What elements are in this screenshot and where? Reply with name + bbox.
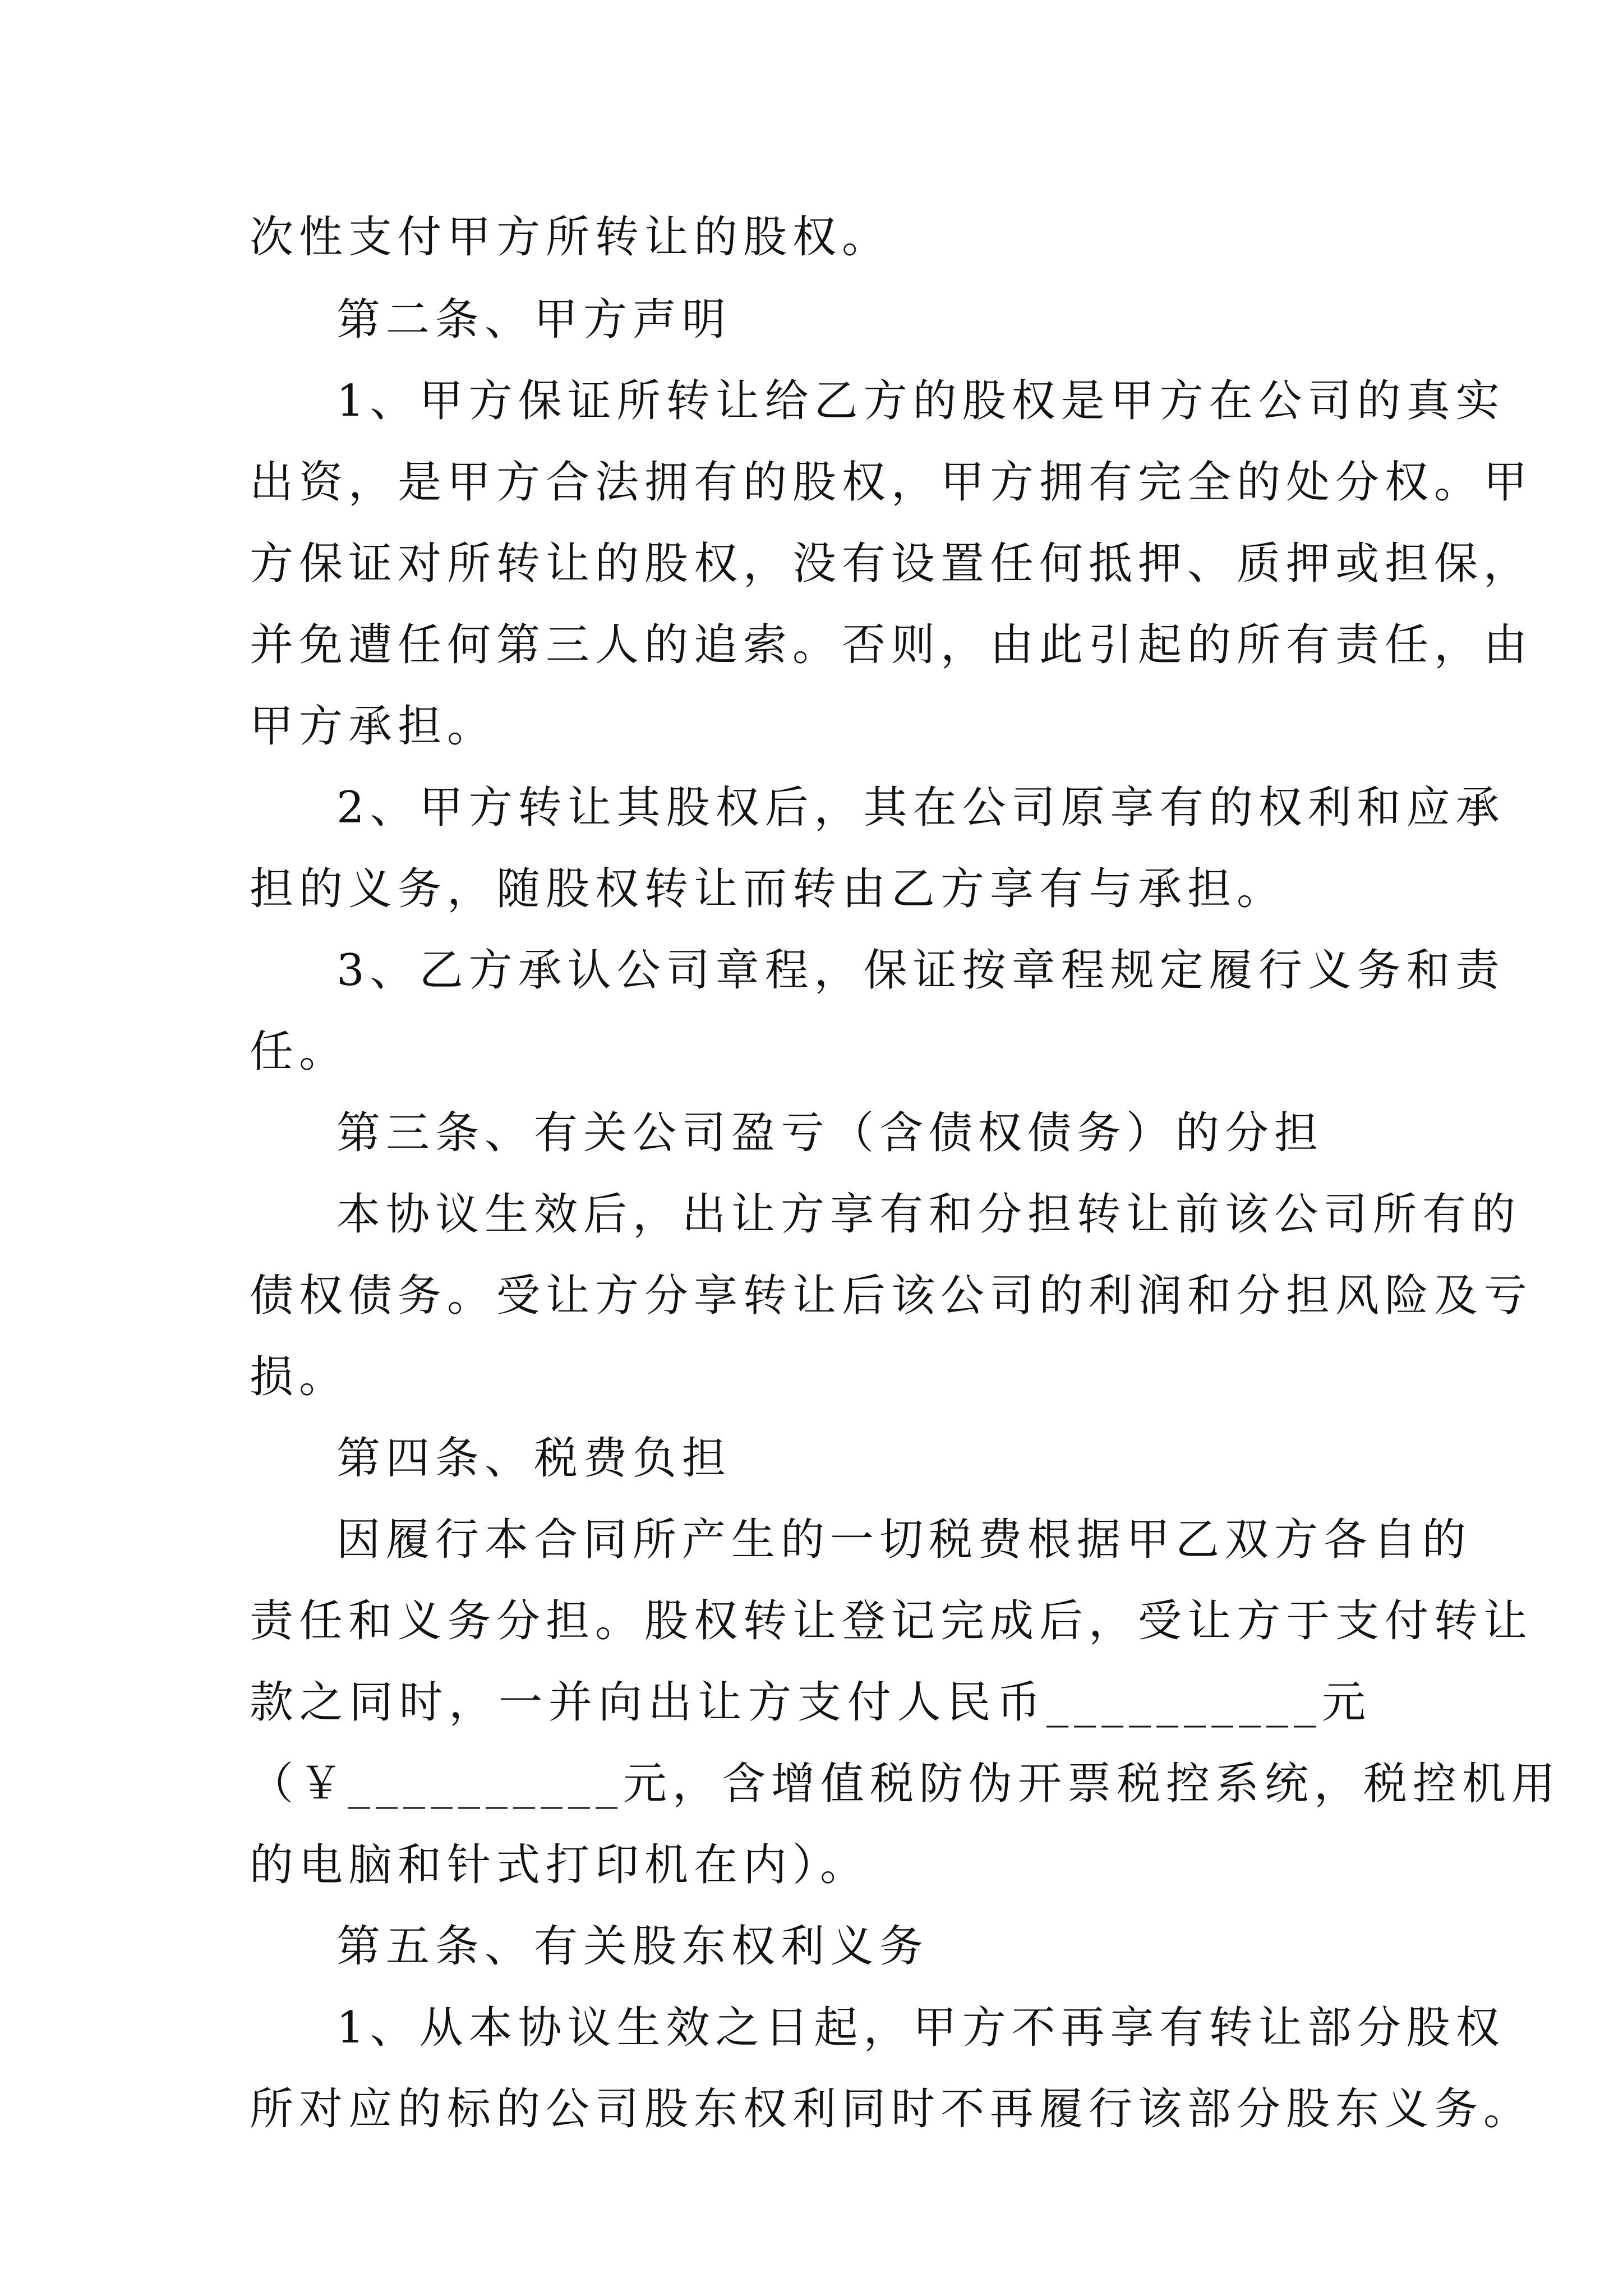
- text-line: 责任和义务分担。股权转让登记完成后，受让方于支付转让: [250, 1596, 1533, 1646]
- text-line: 次性支付甲方所转让的股权。: [250, 212, 892, 263]
- text-line: 并免遭任何第三人的追索。否则，由此引起的所有责任，由: [250, 620, 1533, 670]
- text-line: 本协议生效后，出让方享有和分担转让前该公司所有的: [336, 1189, 1521, 1240]
- text-line: 甲方承担。: [250, 701, 497, 752]
- text-line: 2、甲方转让其股权后，其在公司原享有的权利和应承: [336, 783, 1505, 833]
- text-line: 方保证对所转让的股权，没有设置任何抵押、质押或担保，: [250, 539, 1533, 589]
- section-heading: 第二条、甲方声明: [336, 295, 732, 345]
- text-line: 所对应的标的公司股东权利同时不再履行该部分股东义务。: [250, 2084, 1533, 2134]
- text-line: 1、甲方保证所转让给乙方的股权是甲方在公司的真实: [336, 376, 1505, 426]
- text-line: 因履行本合同所产生的一切税费根据甲乙双方各自的: [336, 1515, 1472, 1565]
- text-line: 3、乙方承认公司章程，保证按章程规定履行义务和责: [336, 945, 1505, 996]
- text-line: 任。: [250, 1027, 349, 1077]
- section-heading: 第四条、税费负担: [336, 1433, 732, 1484]
- text-line: （￥__________元，含增值税防伪开票税控系统，税控机用: [250, 1759, 1561, 1809]
- section-heading: 第五条、有关股东权利义务: [336, 1921, 929, 1972]
- text-line: 款之同时，一并向出让方支付人民币__________元: [250, 1677, 1371, 1728]
- text-line: 出资，是甲方合法拥有的股权，甲方拥有完全的处分权。甲: [250, 457, 1533, 508]
- text-line: 债权债务。受让方分享转让后该公司的利润和分担风险及亏: [250, 1271, 1533, 1321]
- text-line: 1、从本协议生效之日起，甲方不再享有转让部分股权: [336, 2003, 1505, 2053]
- text-line: 担的义务，随股权转让而转由乙方享有与承担。: [250, 864, 1287, 914]
- text-line: 的电脑和针式打印机在内）。: [250, 1840, 870, 1890]
- section-heading: 第三条、有关公司盈亏（含债权债务）的分担: [336, 1108, 1324, 1158]
- text-line: 损。: [250, 1352, 349, 1402]
